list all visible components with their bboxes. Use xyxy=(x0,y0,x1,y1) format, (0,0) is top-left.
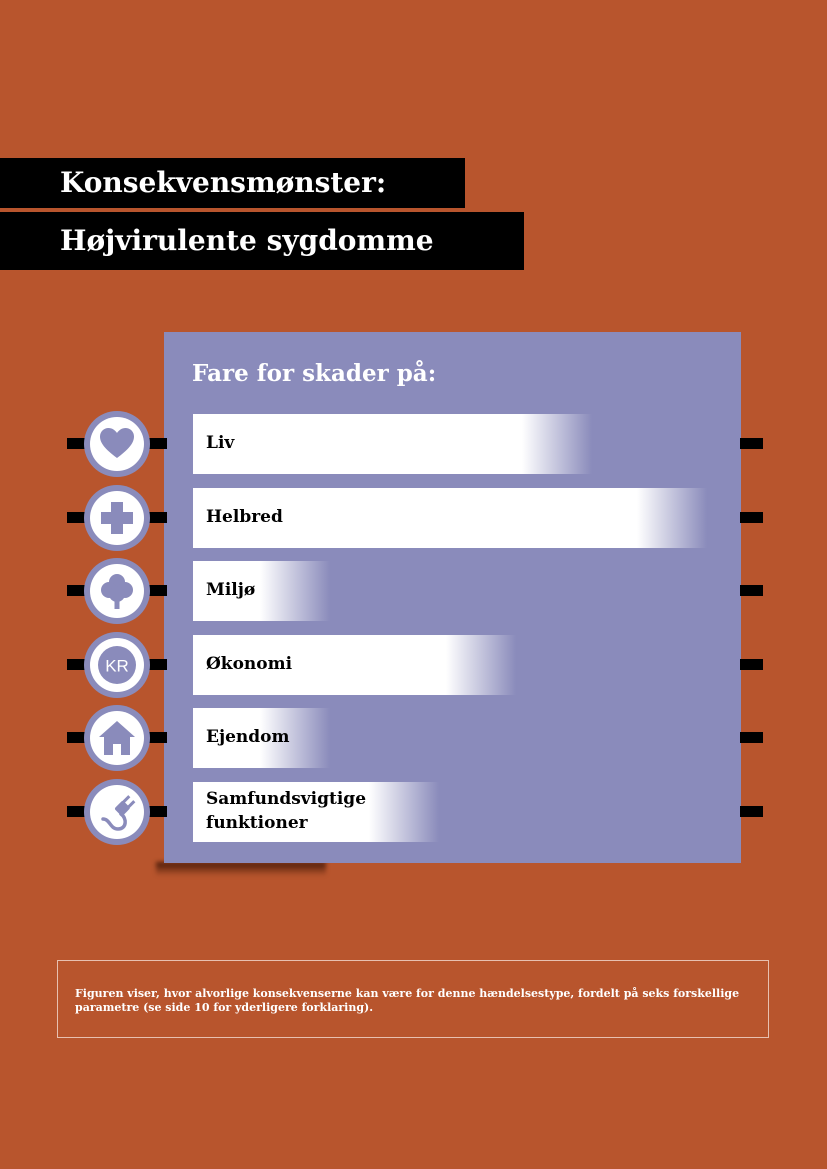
icon-badge xyxy=(84,411,150,477)
parameter-label: Samfundsvigtige funktioner xyxy=(206,789,367,833)
title-line-2 xyxy=(0,212,524,270)
parameter-label: Miljø xyxy=(206,580,256,601)
parameter-row xyxy=(0,561,827,621)
parameter-row xyxy=(0,782,827,842)
panel-heading: Fare for skader på: xyxy=(192,360,437,387)
parameter-row xyxy=(0,635,827,695)
parameter-label: Ejendom xyxy=(206,727,290,748)
plug-icon xyxy=(90,785,144,839)
icon-badge xyxy=(84,705,150,771)
icon-badge xyxy=(84,779,150,845)
cross-icon xyxy=(90,491,144,545)
row-tick-right xyxy=(740,732,763,743)
row-tick-right xyxy=(740,585,763,596)
parameter-row xyxy=(0,488,827,548)
title-line-1 xyxy=(0,158,465,208)
title-text-1: Konsekvensmønster: xyxy=(60,166,387,199)
title-text-2: Højvirulente sygdomme xyxy=(60,224,434,257)
parameter-row xyxy=(0,414,827,474)
caption-text: Figuren viser, hvor alvorlige konsekvenserne kan være for denne hændelsestype, fordelt på seks forskellige parametre (se side 10 for yderligere forklaring). xyxy=(75,987,740,1015)
row-tick-right xyxy=(740,512,763,523)
tree-icon xyxy=(90,564,144,618)
heart-icon xyxy=(90,417,144,471)
svg-text:KR: KR xyxy=(105,656,129,676)
icon-badge xyxy=(84,485,150,551)
parameter-label: Liv xyxy=(206,433,235,454)
panel-shadow xyxy=(156,862,326,876)
parameter-row xyxy=(0,708,827,768)
parameter-label: Økonomi xyxy=(206,654,293,675)
kr-icon xyxy=(90,638,144,692)
house-icon xyxy=(90,711,144,765)
parameter-label: Helbred xyxy=(206,507,283,528)
row-tick-right xyxy=(740,806,763,817)
icon-badge xyxy=(84,632,150,698)
row-tick-right xyxy=(740,659,763,670)
caption-box xyxy=(57,960,769,1038)
icon-badge xyxy=(84,558,150,624)
row-tick-right xyxy=(740,438,763,449)
